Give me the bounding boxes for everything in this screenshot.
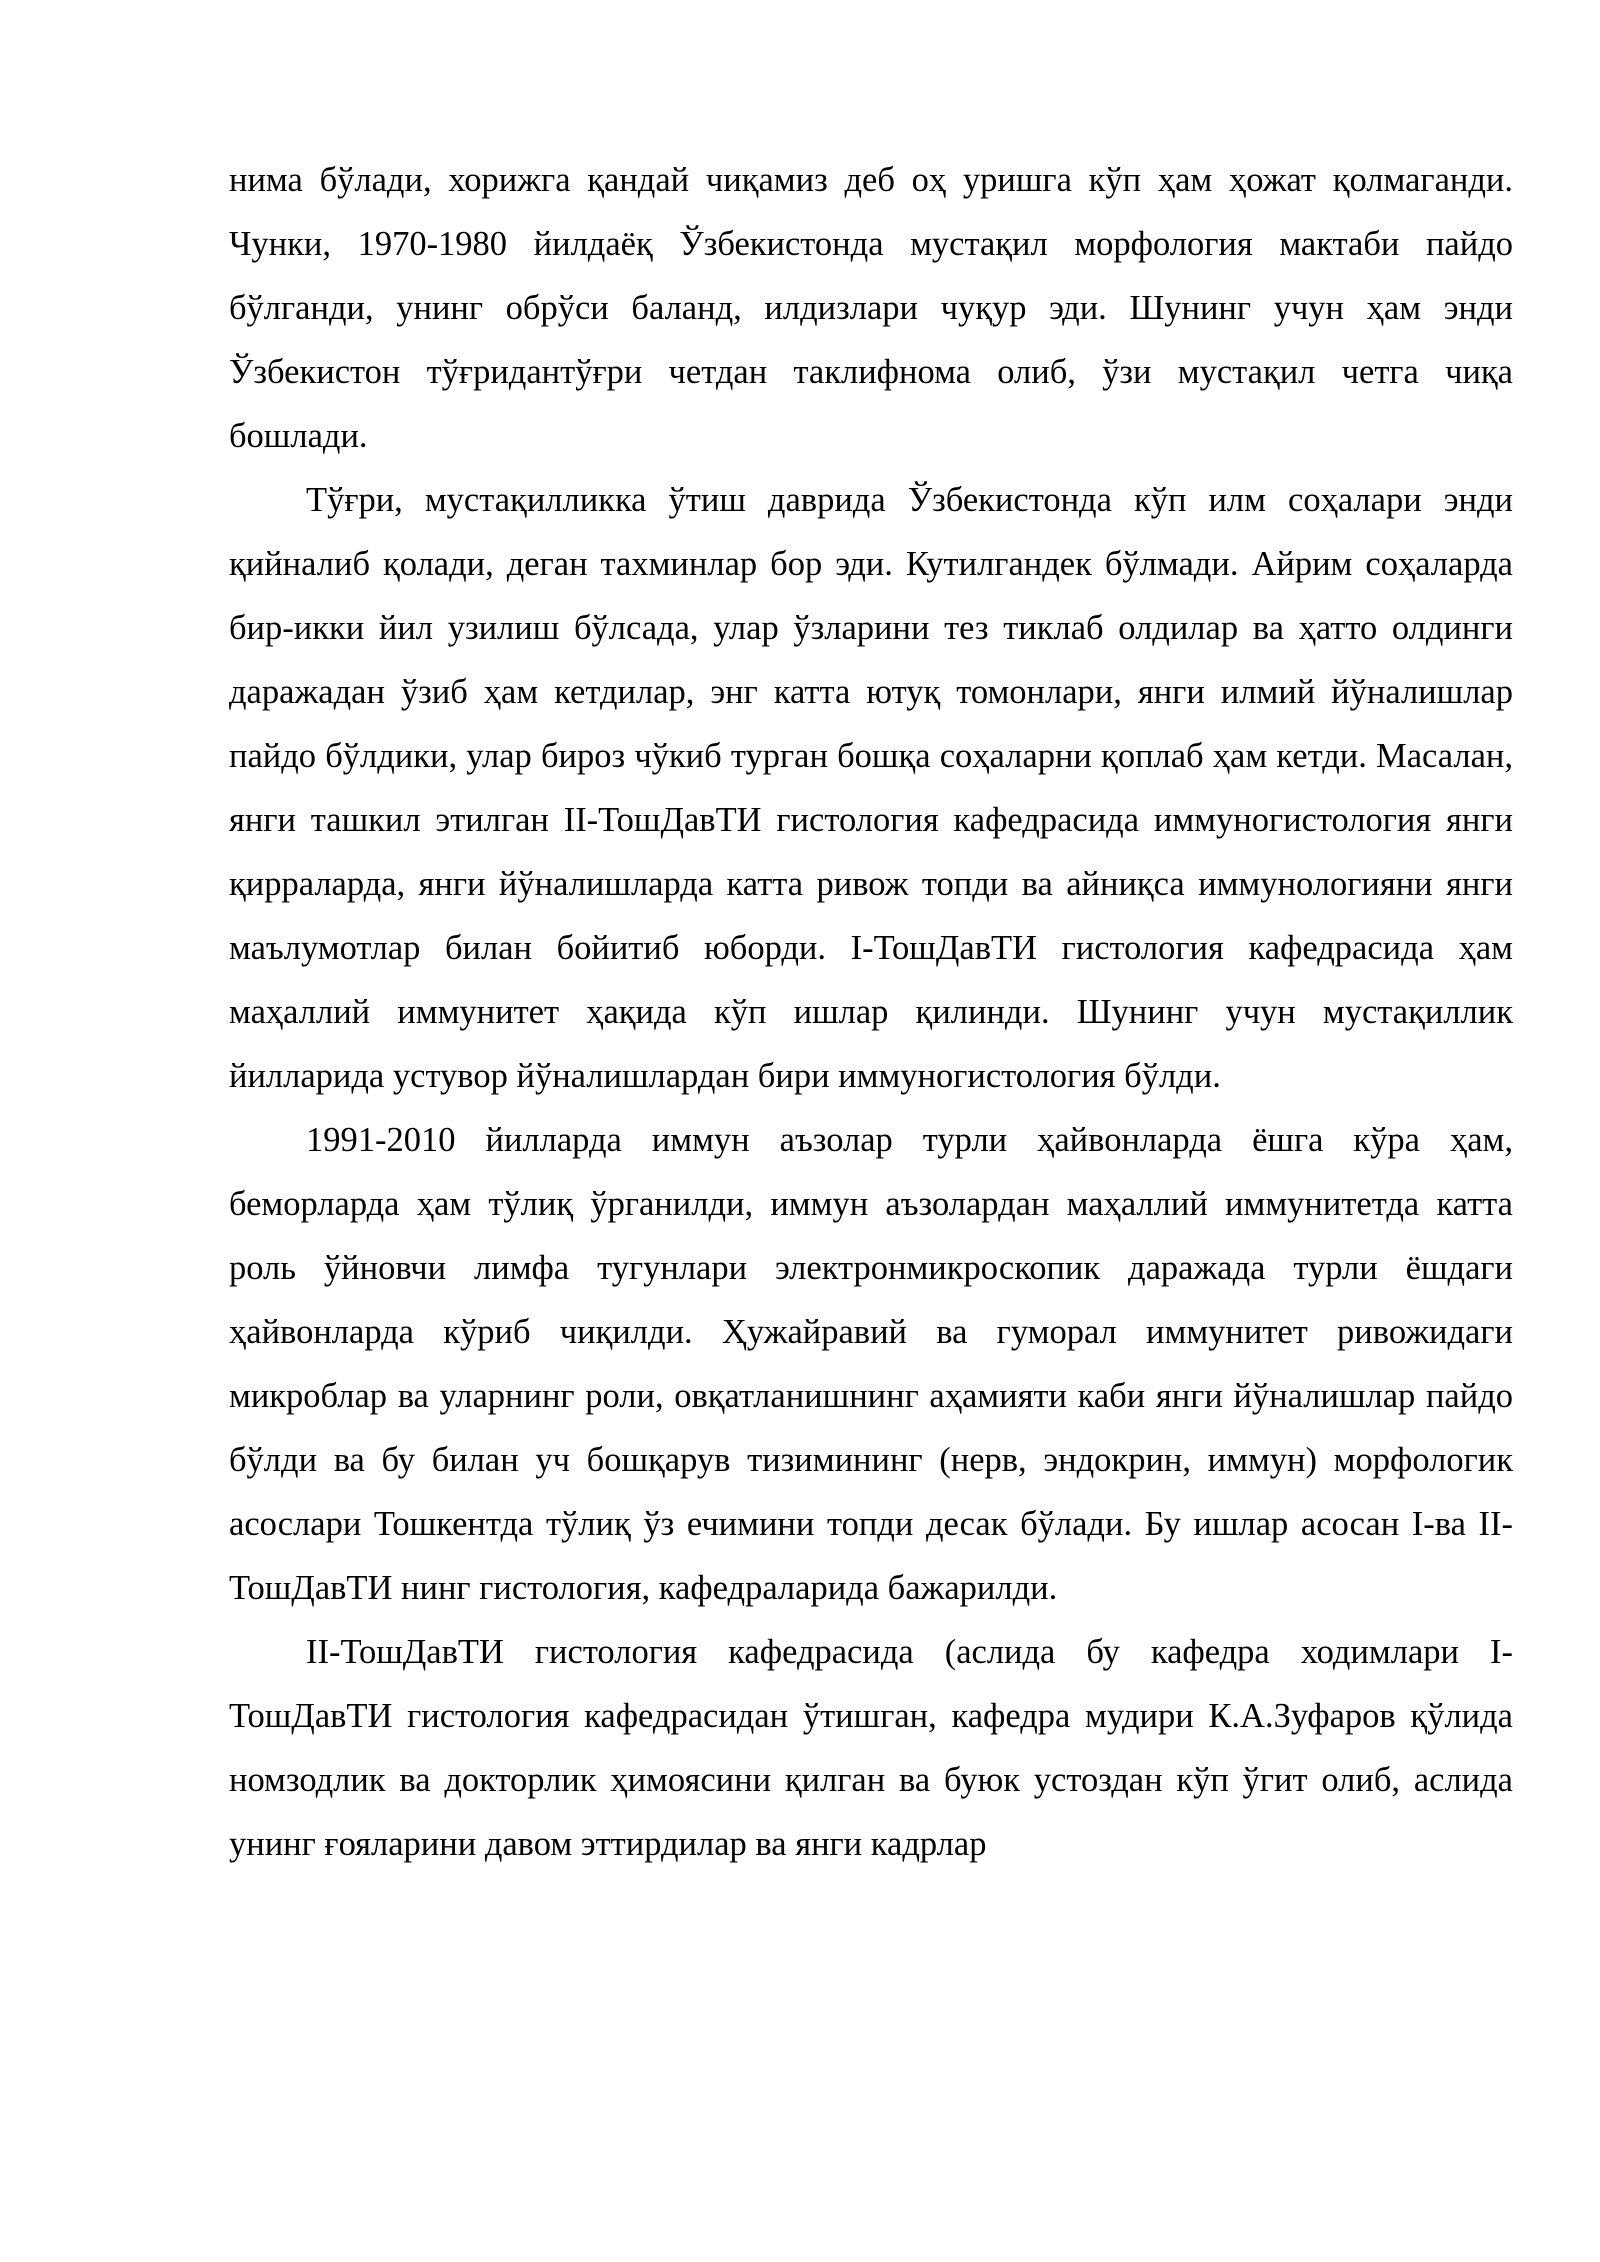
- paragraph-1: нима бўлади, хорижга қандай чиқамиз деб оҳ уришга кўп ҳам ҳожат қолмаганди. Чунки, 1970-1980 йилдаёқ Ўзбекистонда мустақил морфология мактаби пайдо бўлганди, унинг обрўси баланд, илдизлари чуқур эди. Шунинг учун ҳам энди Ўзбекистон тўғридантўғри четдан таклифнома олиб, ўзи мустақил четга чиқа бошлади.: [229, 161, 1513, 455]
- document-page: [229, 148, 1513, 1876]
- paragraph-4: II-ТошДавТИ гистология кафедрасида (аслида бу кафедра ходимлари I-ТошДавТИ гистология кафедрасидан ўтишган, кафедра мудири К.А.Зуфаров қўлида номзодлик ва докторлик ҳимоясини қилган ва буюк устоздан кўп ўгит олиб, аслида унинг ғояларини давом эттирдилар ва янги кадрлар: [229, 1633, 1513, 1863]
- paragraph-2: Тўғри, мустақилликка ўтиш даврида Ўзбекистонда кўп илм соҳалари энди қийналиб қолади, деган тахминлар бор эди. Кутилгандек бўлмади. Айрим соҳаларда бир-икки йил узилиш бўлсада, улар ўзларини тез тиклаб олдилар ва ҳатто олдинги даражадан ўзиб ҳам кетдилар, энг катта ютуқ томонлари, янги илмий йўналишлар пайдо бўлдики, улар бироз чўкиб турган бошқа соҳаларни қоплаб ҳам кетди. Масалан, янги ташкил этилган II-ТошДавТИ гистология кафедрасида иммуногистология янги қирраларда, янги йўналишларда катта ривож топди ва айниқса иммунологияни янги маълумотлар билан бойитиб юборди. I-ТошДавТИ гистология кафедрасида ҳам маҳаллий иммунитет ҳақида кўп ишлар қилинди. Шунинг учун мустақиллик йилларида устувор йўналишлардан бири иммуногистология бўлди.: [229, 481, 1513, 1095]
- paragraph-3: 1991-2010 йилларда иммун аъзолар турли ҳайвонларда ёшга кўра ҳам, беморларда ҳам тўлиқ ўрганилди, иммун аъзолардан маҳаллий иммунитетда катта роль ўйновчи лимфа тугунлари электронмикроскопик даражада турли ёшдаги ҳайвонларда кўриб чиқилди. Ҳужайравий ва гуморал иммунитет ривожидаги микроблар ва уларнинг роли, овқатланишнинг аҳамияти каби янги йўналишлар пайдо бўлди ва бу билан уч бошқарув тизимининг (нерв, эндокрин, иммун) морфологик асослари Тошкентда тўлиқ ўз ечимини топди десак бўлади. Бу ишлар асосан I-ва II-ТошДавТИ нинг гистология, кафедраларида бажарилди.: [229, 1121, 1513, 1607]
